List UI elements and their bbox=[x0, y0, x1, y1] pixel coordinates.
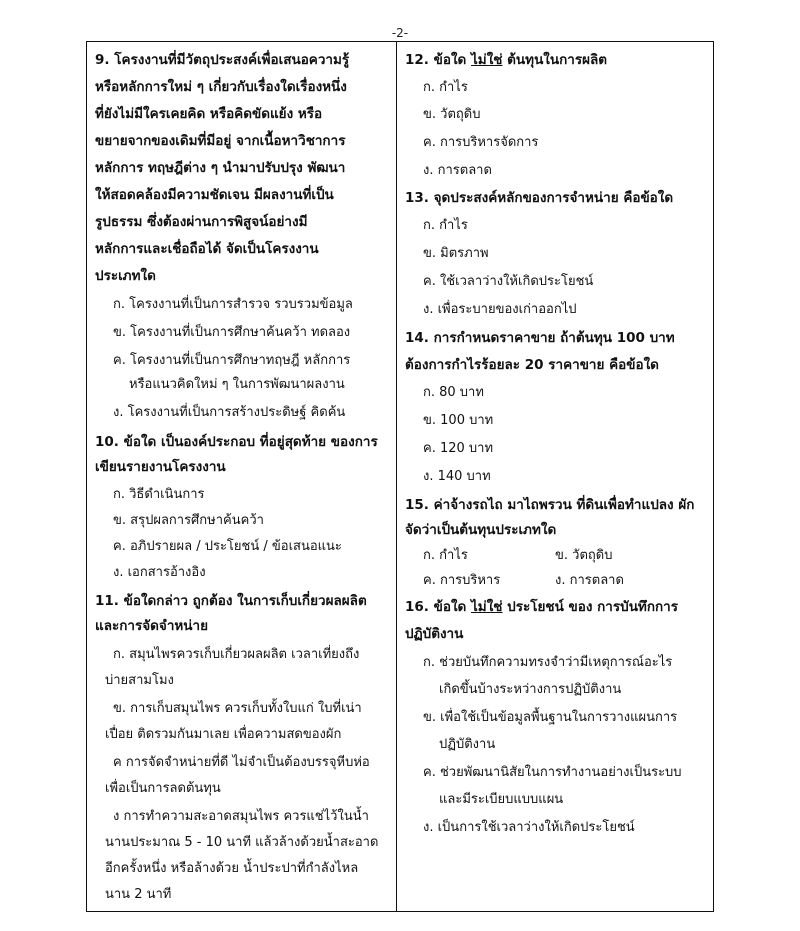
q14-option-c: ค. 120 บาท bbox=[423, 441, 494, 456]
q15-line: 15. ค่าจ้างรถไถ มาไถพรวน ที่ดินเพื่อทำแปลง ผัก bbox=[405, 497, 695, 513]
q9-line: ประเภทใด bbox=[95, 268, 156, 284]
q9-line: ให้สอดคล้องมีความชัดเจน มีผลงานที่เป็น bbox=[95, 187, 334, 203]
q10-line: 10. ข้อใด เป็นองค์ประกอบ ที่อยู่สุดท้าย ของการ bbox=[95, 434, 378, 450]
q9-line: 9. โครงงานที่มีวัตถุประสงค์เพื่อเสนอความรู้ bbox=[95, 52, 350, 68]
q9-option-b: ข. โครงงานที่เป็นการศึกษาค้นคว้า ทดลอง bbox=[113, 325, 351, 340]
q9-option-d: ง. โครงงานที่เป็นการสร้างประดิษฐ์ คิดค้น bbox=[113, 405, 346, 420]
q9-line: ที่ยังไม่มีใครเคยคิด หรือคิดขัดแย้ง หรือ bbox=[95, 106, 323, 122]
page-number: -2- bbox=[391, 26, 409, 40]
q15-option-a: ก. กำไร bbox=[423, 548, 468, 563]
q16-emphasis: ไม่ใช่ bbox=[471, 599, 503, 615]
q10-option-c: ค. อภิปรายผล / ประโยชน์ / ข้อเสนอแนะ bbox=[113, 539, 342, 554]
q16-prefix: 16. ข้อใด bbox=[405, 599, 472, 615]
q14-option-a: ก. 80 บาท bbox=[423, 385, 484, 400]
q13-option-c: ค. ใช้เวลาว่างให้เกิดประโยชน์ bbox=[423, 274, 594, 289]
q16-option-a: ก. ช่วยบันทึกความทรงจำว่ามีเหตุการณ์อะไร bbox=[423, 655, 673, 670]
q13-option-d: ง. เพื่อระบายของเก่าออกไป bbox=[423, 302, 577, 317]
q13-option-b: ข. มิตรภาพ bbox=[423, 246, 489, 261]
q9-option-c: ค. โครงงานที่เป็นการศึกษาทฤษฎี หลักการ bbox=[113, 353, 351, 368]
q13-option-a: ก. กำไร bbox=[423, 218, 468, 233]
exam-sheet bbox=[86, 41, 714, 912]
q14-option-d: ง. 140 บาท bbox=[423, 469, 491, 484]
q12-option-a: ก. กำไร bbox=[423, 80, 468, 95]
q9-line: หลักการและเชื่อถือได้ จัดเป็นโครงงาน bbox=[95, 241, 319, 257]
q12-option-b: ข. วัตถุดิบ bbox=[423, 107, 481, 122]
q16-option-c-cont: และมีระเบียบแบบแผน bbox=[439, 792, 564, 807]
q16-option-a-cont: เกิดขึ้นบ้างระหว่างการปฏิบัติงาน bbox=[439, 682, 622, 697]
q11-option-d-cont: นาน 2 นาที bbox=[105, 887, 172, 902]
q14-line: ต้องการกำไรร้อยละ 20 ราคาขาย คือข้อใด bbox=[405, 357, 659, 373]
q10-option-d: ง. เอกสารอ้างอิง bbox=[113, 565, 206, 580]
q11-option-d-cont: อีกครั้งหนึ่ง หรือล้างด้วย น้ำประปาที่กำลังไหล bbox=[105, 861, 359, 876]
q16-question bbox=[405, 598, 678, 616]
q9-option-c-cont: หรือแนวคิดใหม่ ๆ ในการพัฒนาผลงาน bbox=[129, 377, 345, 392]
q12-question bbox=[405, 51, 607, 69]
q13-question: 13. จุดประสงค์หลักของการจำหน่าย คือข้อใด bbox=[405, 190, 674, 206]
q11-option-b-cont: เปื่อย ติดรวมกันมาเลย เพื่อความสดของผัก bbox=[105, 727, 342, 742]
q11-option-a-cont: บ่ายสามโมง bbox=[105, 673, 174, 688]
q12-suffix: ต้นทุนในการผลิต bbox=[502, 52, 608, 68]
column-divider bbox=[396, 42, 397, 911]
q15-option-d: ง. การตลาด bbox=[555, 573, 624, 588]
q11-line: 11. ข้อใดกล่าว ถูกต้อง ในการเก็บเกี่ยวผลผลิต bbox=[95, 593, 367, 609]
q10-option-a: ก. วิธีดำเนินการ bbox=[113, 487, 205, 502]
q12-option-d: ง. การตลาด bbox=[423, 163, 492, 178]
q9-line: รูปธรรม ซึ่งต้องผ่านการพิสูจน์อย่างมี bbox=[95, 214, 308, 230]
q9-line: หรือหลักการใหม่ ๆ เกี่ยวกับเรื่องใดเรื่องหนึ่ง bbox=[95, 79, 347, 95]
q12-emphasis: ไม่ใช่ bbox=[471, 52, 503, 68]
q14-line: 14. การกำหนดราคาขาย ถ้าต้นทุน 100 บาท bbox=[405, 330, 675, 346]
q9-line: หลักการ ทฤษฎีต่าง ๆ นำมาปรับปรุง พัฒนา bbox=[95, 160, 346, 176]
q11-option-c-cont: เพื่อเป็นการลดต้นทุน bbox=[105, 781, 221, 796]
q10-line: เขียนรายงานโครงงาน bbox=[95, 459, 226, 475]
q11-option-c: ค การจัดจำหน่ายที่ดี ไม่จำเป็นต้องบรรจุหีบห่อ bbox=[113, 755, 370, 770]
q12-prefix: 12. ข้อใด bbox=[405, 52, 472, 68]
q12-option-c: ค. การบริหารจัดการ bbox=[423, 135, 539, 150]
q16-option-d: ง. เป็นการใช้เวลาว่างให้เกิดประโยชน์ bbox=[423, 820, 635, 835]
q9-line: ขยายจากของเดิมที่มีอยู่ จากเนื้อหาวิชาการ bbox=[95, 133, 346, 149]
q16-suffix: ประโยชน์ ของ การบันทึกการ bbox=[502, 599, 679, 615]
q9-option-a: ก. โครงงานที่เป็นการสำรวจ รวบรวมข้อมูล bbox=[113, 297, 353, 312]
q15-option-b: ข. วัตถุดิบ bbox=[555, 548, 613, 563]
q16-line: ปฏิบัติงาน bbox=[405, 626, 464, 642]
q15-option-c: ค. การบริหาร bbox=[423, 573, 501, 588]
q11-option-a: ก. สมุนไพรควรเก็บเกี่ยวผลผลิต เวลาเที่ยงถึง bbox=[113, 647, 360, 662]
q11-line: และการจัดจำหน่าย bbox=[95, 618, 209, 634]
q16-option-b: ข. เพื่อใช้เป็นข้อมูลพื้นฐานในการวางแผนการ bbox=[423, 710, 678, 725]
q11-option-d-cont: นานประมาณ 5 - 10 นาที แล้วล้างด้วยน้ำสะอาด bbox=[105, 835, 379, 850]
q16-option-c: ค. ช่วยพัฒนานิสัยในการทำงานอย่างเป็นระบบ bbox=[423, 765, 682, 780]
q16-option-b-cont: ปฏิบัติงาน bbox=[439, 737, 496, 752]
q14-option-b: ข. 100 บาท bbox=[423, 413, 494, 428]
q10-option-b: ข. สรุปผลการศึกษาค้นคว้า bbox=[113, 513, 264, 528]
q15-line: จัดว่าเป็นต้นทุนประเภทใด bbox=[405, 522, 557, 538]
q11-option-d: ง การทำความสะอาดสมุนไพร ควรแช่ไว้ในน้ำ bbox=[113, 809, 369, 824]
q11-option-b: ข. การเก็บสมุนไพร ควรเก็บทั้งใบแก่ ใบที่เน่า bbox=[113, 701, 362, 716]
